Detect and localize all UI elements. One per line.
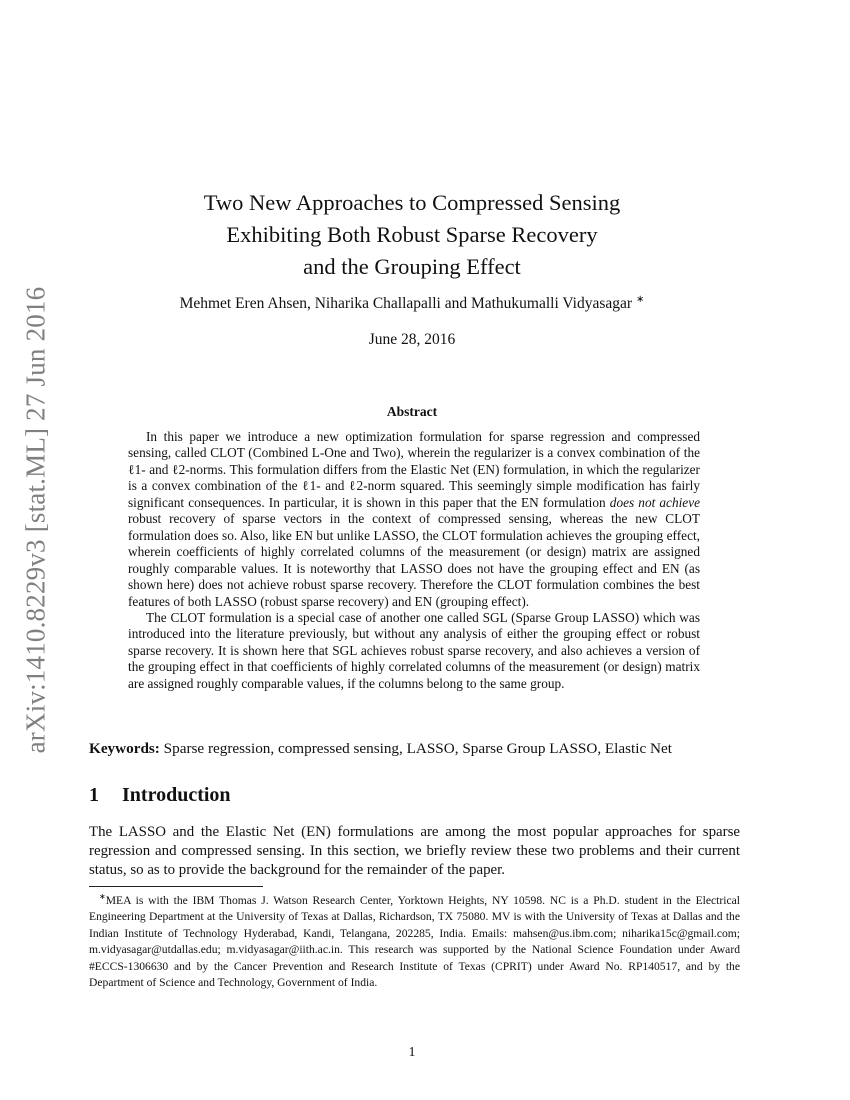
abstract-body bbox=[128, 429, 700, 692]
footnote-text: MEA is with the IBM Thomas J. Watson Research Center, Yorktown Heights, NY 10598. NC is a Ph.D. student in the Electrical Engineering Department at the University of Texas at Dallas, Richardson, TX 75080. MV is with the University of Texas at Dallas and the Indian Institute of Technology Hyderabad, Kandi, Telangana, 202285, India. Emails: mahsen@us.ibm.com; niharika15c@gmail.com; m.vidyasagar@utdallas.edu; m.vidyasagar@iith.ac.in. This research was supported by the National Science Foundation under Award #ECCS-1306630 and by the Cancer Prevention and Research Institute of Texas (CPRIT) under Award No. RP140517, and by the Department of Science and Technology, Government of India. bbox=[89, 893, 740, 990]
intro-paragraph: The LASSO and the Elastic Net (EN) formulations are among the most popular approaches for sparse regression and compressed sensing. In this section, we briefly review these two problems and their current status, so as to provide the background for the remainder of the paper. bbox=[89, 824, 740, 878]
author-names: Mehmet Eren Ahsen, Niharika Challapalli and Mathukumalli Vidyasagar bbox=[179, 295, 633, 313]
abstract-paragraph-1 bbox=[128, 429, 700, 610]
keywords-line bbox=[89, 740, 749, 758]
page-number: 1 bbox=[408, 1045, 416, 1060]
title-line-2: Exhibiting Both Robust Sparse Recovery bbox=[226, 222, 598, 247]
paper-title bbox=[150, 187, 674, 283]
section-heading-introduction bbox=[89, 784, 231, 807]
abstract-heading: Abstract bbox=[386, 404, 438, 419]
keywords-label: Keywords: bbox=[89, 740, 160, 757]
section-title: Introduction bbox=[122, 784, 231, 806]
abstract-p1-emphasis: does not achieve bbox=[609, 494, 700, 510]
abstract-p1-text-a: In this paper we introduce a new optimization formulation for sparse regression and compressed sensing, called CLOT (Combined L-One and Two), wherein the regularizer is a convex combination of the ℓ1- and ℓ2-norms. This formulation differs from the Elastic Net (EN) formulation, in which the regularizer is a convex combination of the ℓ1- and ℓ2-norm squared. This seemingly simple modification has fairly significant consequences. In particular, it is shown in this paper that the EN formulation bbox=[128, 429, 700, 510]
author-list bbox=[100, 294, 724, 313]
keywords-text: Sparse regression, compressed sensing, LASSO, Sparse Group LASSO, Elastic Net bbox=[163, 740, 672, 757]
abstract-p1-text-b: robust recovery of sparse vectors in the context of compressed sensing, whereas the new CLOT formulation does so. Also, like EN but unlike LASSO, the CLOT formulation achieves the grouping effect, wherein coefficients of highly correlated columns of the measurement (or design) matrix are assigned roughly comparable values. It is noteworthy that LASSO does not have the grouping effect and EN (as shown here) does not achieve robust sparse recovery. Therefore the CLOT formulation combines the best features of both LASSO (robust sparse recovery) and EN (grouping effect). bbox=[128, 511, 700, 609]
footnote-divider bbox=[89, 886, 263, 887]
title-line-1: Two New Approaches to Compressed Sensing bbox=[203, 190, 621, 215]
title-line-3: and the Grouping Effect bbox=[303, 254, 521, 279]
abstract-paragraph-2: The CLOT formulation is a special case of another one called SGL (Sparse Group LASSO) which was introduced into the literature previously, but without any analysis of either the grouping effect or robust sparse recovery. It is shown here that SGL achieves robust sparse recovery, and also achieves a version of the grouping effect in that coefficients of highly correlated columns of the measurement (or design) matrix are assigned roughly comparable values, if the columns belong to the same group. bbox=[128, 609, 700, 691]
section-number: 1 bbox=[89, 784, 99, 806]
footnote bbox=[89, 889, 740, 992]
publication-date: June 28, 2016 bbox=[368, 331, 456, 348]
arxiv-identifier-stamp: arXiv:1410.8229v3 [stat.ML] 27 Jun 2016 bbox=[20, 286, 51, 754]
author-footnote-mark: ∗ bbox=[636, 294, 645, 305]
footnote-paragraph bbox=[89, 889, 740, 992]
footnote-mark: ∗ bbox=[99, 892, 106, 901]
introduction-body bbox=[89, 823, 740, 880]
